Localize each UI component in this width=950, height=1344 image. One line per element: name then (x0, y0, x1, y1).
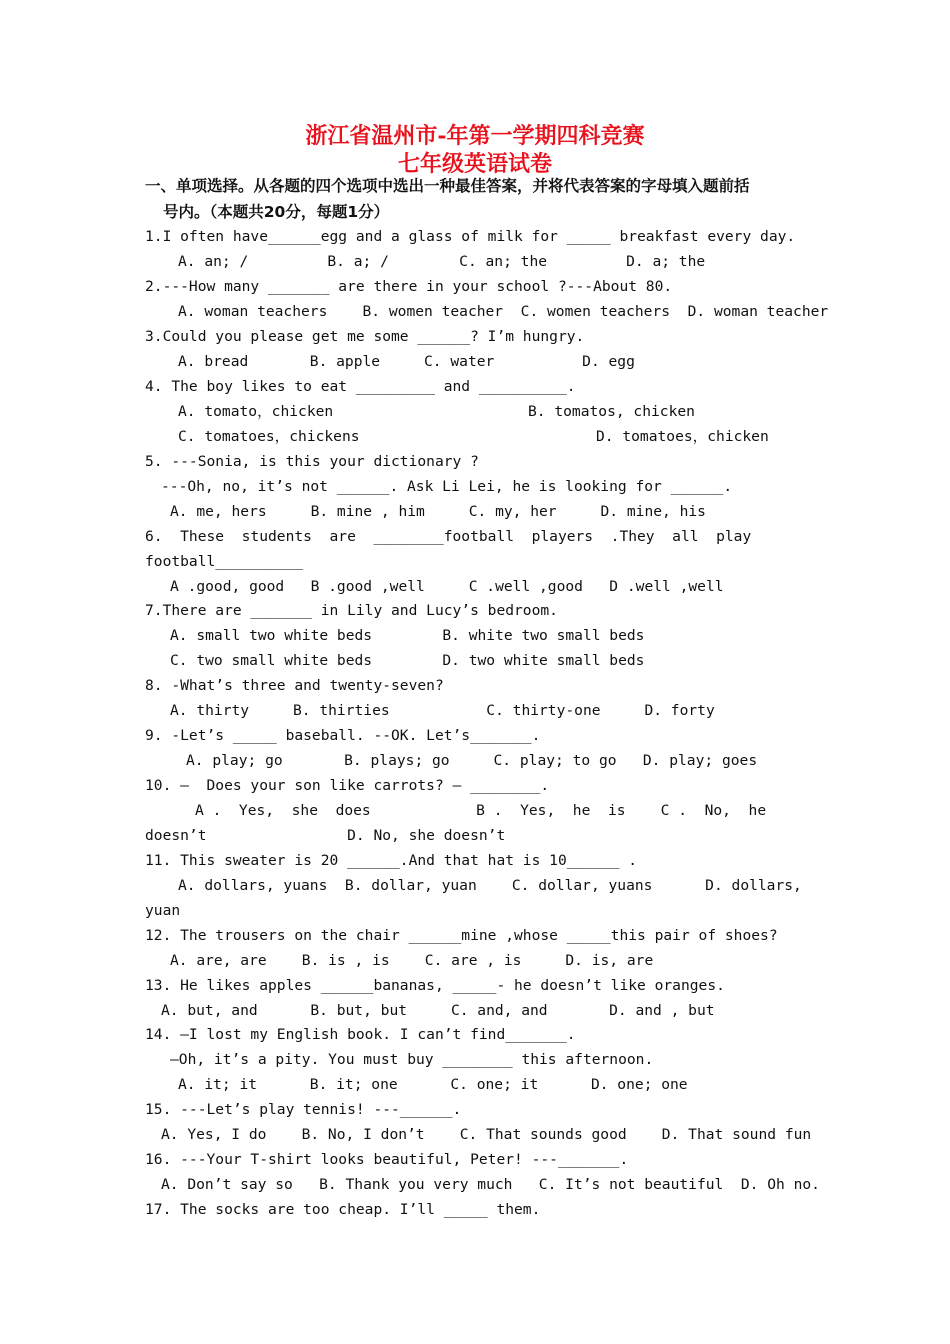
question-5-dialogue: ---Oh, no, it’s not ______. Ask Li Lei, he is looking for ______. (161, 478, 733, 495)
section-heading-line1: 一、单项选择。从各题的四个选项中选出一种最佳答案，并将代表答案的字母填入题前括 (145, 177, 750, 195)
question-10-continued: doesn’t D. No, she doesn’t (145, 827, 506, 844)
question-15-options: A. Yes, I do B. No, I don’t C. That sounds good D. That sound fun (161, 1126, 812, 1143)
question-4-option-b: B. tomatos, chicken (528, 403, 695, 420)
question-8: 8. -What’s three and twenty-seven? (145, 677, 444, 694)
question-3-options: A. bread B. apple C. water D. egg (178, 353, 635, 370)
question-10-options: A . Yes, she does B . Yes, he is C . No, he (195, 802, 767, 819)
exam-title-line2: 七年级英语试卷 (397, 151, 552, 177)
question-7-options-cd: C. two small white beds D. two white small beds (170, 652, 645, 669)
question-11-options: A. dollars, yuans B. dollar, yuan C. dollar, yuans D. dollars, (178, 877, 802, 894)
question-6: 6. These students are ________football players .They all play (145, 528, 752, 545)
question-9: 9. -Let’s _____ baseball. --OK. Let’s_______. (145, 727, 541, 744)
question-4-option-a: A. tomato，chicken (178, 403, 334, 420)
question-14: 14. —I lost my English book. I can’t find_______. (145, 1026, 576, 1043)
question-10: 10. — Does your son like carrots? — ________. (145, 777, 550, 794)
question-14-dialogue: —Oh, it’s a pity. You must buy ________ this afternoon. (170, 1051, 654, 1068)
question-4-option-c: C. tomatoes，chickens (178, 428, 360, 445)
question-6-continued: football__________ (145, 553, 304, 570)
question-16-options: A. Don’t say so B. Thank you very much C. It’s not beautiful D. Oh no. (161, 1176, 820, 1193)
question-12-options: A. are, are B. is , is C. are , is D. is, are (170, 952, 654, 969)
question-6-options: A .good, good B .good ,well C .well ,good D .well ,well (170, 578, 724, 595)
question-14-options: A. it; it B. it; one C. one; it D. one; one (178, 1076, 688, 1093)
question-11-continued: yuan (145, 902, 181, 919)
question-7-options-ab: A. small two white beds B. white two small beds (170, 627, 645, 644)
question-17: 17. The socks are too cheap. I’ll _____ them. (145, 1201, 541, 1218)
question-13: 13. He likes apples ______bananas, _____- he doesn’t like oranges. (145, 977, 725, 994)
question-11: 11. This sweater is 20 ______.And that hat is 10______ . (145, 852, 638, 869)
question-2: 2.---How many _______ are there in your school ?---About 80. (145, 278, 673, 295)
question-5: 5. ---Sonia, is this your dictionary ? (145, 453, 479, 470)
question-3: 3.Could you please get me some ______? I’m hungry. (145, 328, 585, 345)
question-15: 15. ---Let’s play tennis! ---______. (145, 1101, 462, 1118)
question-13-options: A. but, and B. but, but C. and, and D. and , but (161, 1002, 715, 1019)
question-9-options: A. play; go B. plays; go C. play; to go D. play; goes (186, 752, 758, 769)
question-4-option-d: D. tomatoes，chicken (596, 428, 769, 445)
question-1: 1.I often have______egg and a glass of milk for _____ breakfast every day. (145, 228, 796, 245)
question-2-options: A. woman teachers B. women teacher C. women teachers D. woman teacher (178, 303, 829, 320)
exam-title-line1: 浙江省温州市-年第一学期四科竞赛 (305, 123, 645, 149)
question-12: 12. The trousers on the chair ______mine ,whose _____this pair of shoes? (145, 927, 778, 944)
question-4: 4. The boy likes to eat _________ and __________. (145, 378, 576, 395)
question-16: 16. ---Your T-shirt looks beautiful, Peter! ---_______. (145, 1151, 629, 1168)
question-5-options: A. me, hers B. mine , him C. my, her D. mine, his (170, 503, 706, 520)
section-heading-line2: 号内。（本题共20分，每题1分） (163, 203, 390, 221)
question-1-options: A. an; / B. a; / C. an; the D. a; the (178, 253, 706, 270)
question-7: 7.There are _______ in Lily and Lucy’s bedroom. (145, 602, 558, 619)
question-8-options: A. thirty B. thirties C. thirty-one D. forty (170, 702, 715, 719)
